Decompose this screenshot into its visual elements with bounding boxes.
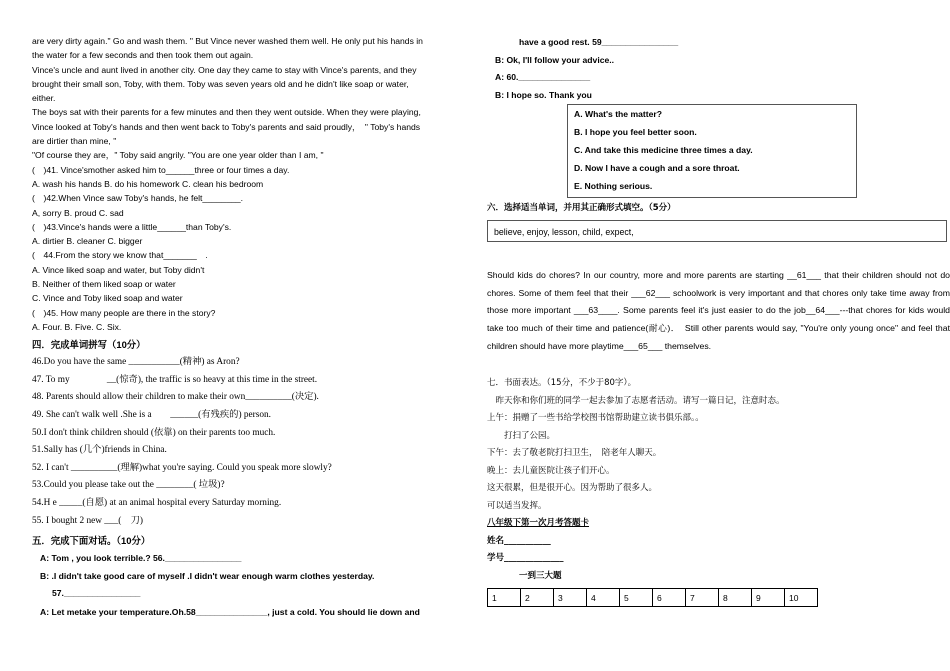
passage-line: brought their small son, Toby, with them. Toby was seven years old and he didn't like soap or water, bbox=[32, 78, 409, 89]
passage-line: ( )41. Vince'smother asked him to______three or four times a day. bbox=[32, 164, 290, 175]
passage-line: "Of course they are，" Toby said angrily. "You are one year older than I am, " bbox=[32, 150, 324, 161]
writing-prompt-line: 打扫了公园。 bbox=[487, 430, 556, 441]
section5-title: 五．完成下面对话。（10分） bbox=[32, 535, 151, 547]
section4-items bbox=[32, 354, 464, 530]
passage-line: Vince looked at Toby's hands and then went back to Toby's parents and said proudly， " Toby's hands bbox=[32, 121, 421, 132]
answer-cell: 4 bbox=[587, 589, 620, 607]
spelling-item: 50.I don't think children should (依靠) on their parents too much. bbox=[32, 427, 276, 438]
word-bank-box: believe, enjoy, lesson, child, expect, bbox=[487, 220, 947, 242]
section7-lines bbox=[487, 393, 950, 516]
writing-prompt-line: 可以适当发挥。 bbox=[487, 500, 547, 511]
passage-line: are dirtier than mine, " bbox=[32, 136, 117, 147]
left-column bbox=[32, 34, 464, 622]
dialog-line-thanks: B: I hope so. Thank you bbox=[495, 89, 592, 100]
dialog-line-56: A: Tom , you look terrible.? 56.________________ bbox=[40, 553, 242, 564]
dialog-line-59: have a good rest. 59________________ bbox=[519, 37, 679, 47]
answer-cell: 7 bbox=[686, 589, 719, 607]
writing-prompt-line: 下午：去了敬老院打扫卫生， 陪老年人聊天。 bbox=[487, 448, 662, 459]
answer-cell: 3 bbox=[554, 589, 587, 607]
options-box bbox=[567, 104, 857, 198]
dialog-option: C. And take this medicine three times a day. bbox=[574, 144, 753, 155]
passage-line: ( )42.When Vince saw Toby's hands, he felt________. bbox=[32, 193, 244, 204]
passage-line: A. Vince liked soap and water, but Toby didn't bbox=[32, 264, 205, 275]
passage-line: either. bbox=[32, 93, 56, 104]
dialog-option: B. I hope you feel better soon. bbox=[574, 127, 697, 138]
right-column bbox=[487, 34, 950, 607]
answer-cell: 6 bbox=[653, 589, 686, 607]
dialog-line-ok: B: Ok, I'll follow your advice.. bbox=[495, 54, 615, 65]
section7-title: 七．书面表达。（15分，不少于80字）。 bbox=[487, 378, 637, 389]
answer-cell: 8 bbox=[719, 589, 752, 607]
passage-line: the water for a few seconds and then took them out again. bbox=[32, 50, 254, 61]
writing-prompt-line: 晚上：去儿童医院让孩子们开心。 bbox=[487, 465, 615, 476]
id-label: 学号______________ bbox=[487, 553, 564, 564]
dialog-line-57: 57.________________ bbox=[52, 588, 141, 599]
dialog-option: D. Now I have a cough and a sore throat. bbox=[574, 162, 740, 173]
section4-title: 四．完成单词拼写（10分） bbox=[32, 339, 146, 351]
writing-prompt-line: 这天很累，但是很开心。因为帮助了很多人。 bbox=[487, 483, 658, 494]
name-label: 姓名___________ bbox=[487, 535, 551, 546]
passage-line: ( 44.From the story we know that_______ . bbox=[32, 250, 208, 261]
dialog-line-58: A: Let metake your temperature.Oh.58_______________, just a cold. You should lie down and bbox=[40, 606, 420, 617]
section6-passage: Should kids do chores? In our country, more and more parents are starting __61___ that their children should not do chores. Some of them feel that their ___62___ schoolwork is very important and that chores only take time away from those more important ___63____. Some parents feel it's just easier to do the job__64___---that chores for kids would take too much of their time and patience(耐心)． Still other parents would say, "You're only young once" and feel that children should have more playtime___65___ themselves. bbox=[487, 269, 950, 351]
answer-table bbox=[487, 588, 818, 607]
answer-cell: 2 bbox=[521, 589, 554, 607]
section6-title: 六．选择适当单词，并用其正确形式填空。（5分） bbox=[487, 203, 676, 214]
passage-line: The boys sat with their parents for a few minutes and then they went outside. When they were playing, bbox=[32, 107, 421, 118]
spelling-item: 55. I bought 2 new ___( 刀) bbox=[32, 515, 144, 526]
dialog-line-b: B: .I didn't take good care of myself .I didn't wear enough warm clothes yesterday. bbox=[40, 570, 375, 581]
spelling-item: 51.Sally has (几个)friends in China. bbox=[32, 445, 167, 456]
dialog-option: E. Nothing serious. bbox=[574, 180, 653, 191]
spelling-item: 53.Could you please take out the ________( 垃圾)? bbox=[32, 480, 225, 491]
spelling-item: 48. Parents should allow their children to make their own__________(决定). bbox=[32, 392, 319, 403]
answer-card-subtitle: 一到三大题 bbox=[519, 570, 562, 581]
dialog-line-60: A: 60._______________ bbox=[495, 72, 591, 83]
writing-prompt-line: 上午：捐赠了一些书给学校图书馆帮助建立读书俱乐部。。 bbox=[487, 413, 704, 424]
answer-cell: 10 bbox=[785, 589, 818, 607]
passage-line: B. Neither of them liked soap or water bbox=[32, 279, 176, 290]
passage-line: A. wash his hands B. do his homework C. clean his bedroom bbox=[32, 178, 264, 189]
answer-cell: 1 bbox=[488, 589, 521, 607]
passage-line: C. Vince and Toby liked soap and water bbox=[32, 293, 183, 304]
passage-line: are very dirty again." Go and wash them. " But Vince never washed them well. He only put his hands in bbox=[32, 36, 423, 46]
passage-line: A, sorry B. proud C. sad bbox=[32, 207, 124, 218]
answer-cell: 5 bbox=[620, 589, 653, 607]
passage-line: A. dirtier B. cleaner C. bigger bbox=[32, 236, 143, 247]
writing-prompt-line: 昨天你和你们班的同学一起去参加了志愿者活动。请写一篇日记，注意时态。 bbox=[487, 395, 785, 406]
spelling-item: 52. I can't __________(理解)what you're saying. Could you speak more slowly? bbox=[32, 462, 332, 473]
passage-line: A. Four. B. Five. C. Six. bbox=[32, 321, 122, 332]
passage-line: Vince's uncle and aunt lived in another city. One day they came to stay with Vince's parents, and they bbox=[32, 64, 417, 75]
dialog-option: A. What's the matter? bbox=[574, 109, 662, 120]
spelling-item: 54.H e _____(自愿) at an animal hospital every Saturday morning. bbox=[32, 497, 282, 508]
reading-passage bbox=[32, 34, 464, 334]
answer-cell: 9 bbox=[752, 589, 785, 607]
spelling-item: 47. To my __(惊奇), the traffic is so heavy at this time in the street. bbox=[32, 374, 318, 385]
answer-card-title: 八年级下第一次月考答题卡 bbox=[487, 518, 590, 529]
passage-line: ( )45. How many people are there in the story? bbox=[32, 307, 216, 318]
spelling-item: 49. She can't walk well .She is a ______(有残疾的) person. bbox=[32, 410, 271, 421]
spelling-item: 46.Do you have the same ___________(精神) as Aron? bbox=[32, 357, 240, 368]
passage-line: ( )43.Vince's hands were a little______than Toby's. bbox=[32, 221, 232, 232]
